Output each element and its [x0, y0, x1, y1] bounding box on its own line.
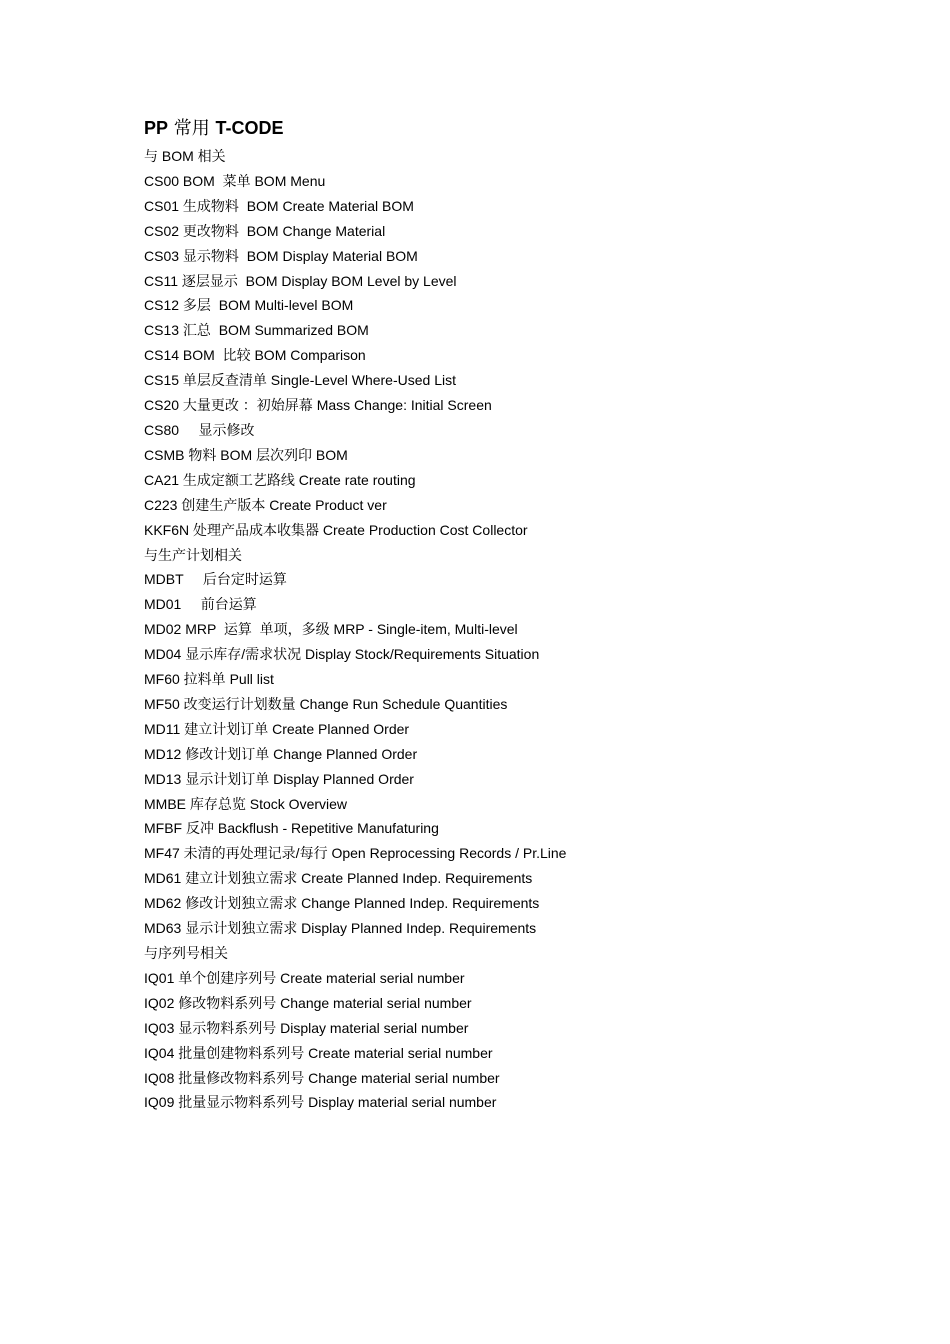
text-line: MD04 显示库存/需求状况 Display Stock/Requirements Situation [144, 646, 540, 663]
text-line: IQ03 显示物料系列号 Display material serial number [144, 1019, 469, 1036]
text-line: CA21 生成定额工艺路线 Create rate routing [144, 471, 416, 488]
text-line: IQ02 修改物料系列号 Change material serial number [144, 994, 472, 1011]
text-line: MMBE 库存总览 Stock Overview [144, 795, 348, 812]
text-line: CSMB 物料 BOM 层次列印 BOM [144, 446, 348, 463]
text-line: MD62 修改计划独立需求 Change Planned Indep. Requirements [144, 895, 540, 912]
text-line: 与序列号相关 [144, 945, 228, 961]
text-line: MD01 前台运算 [144, 596, 257, 613]
text-line: 与生产计划相关 [144, 546, 242, 563]
text-line: CS03 显示物料 BOM Display Material BOM [144, 247, 418, 264]
text-line: MD11 建立计划订单 Create Planned Order [144, 720, 410, 737]
text-line: CS20 大量更改 ：初始屏幕 Mass Change: Initial Screen [144, 397, 492, 414]
text-line: IQ01 单个创建序列号 Create material serial number [144, 969, 465, 986]
text-line: CS01 生成物料 BOM Create Material BOM [144, 197, 414, 214]
title-suffix: T-CODE [215, 118, 284, 138]
tcode-list [144, 144, 904, 1115]
text-line: MF47 未清的再处理记录/每行 Open Reprocessing Records / Pr.Line [144, 845, 567, 862]
text-line: MDBT 后台定时运算 [144, 571, 287, 588]
title-prefix: PP [144, 118, 169, 138]
text-line: 与 BOM 相关 [144, 148, 226, 164]
text-line: CS80 显示修改 [144, 421, 255, 438]
text-line: IQ04 批量创建物料系列号 Create material serial number [144, 1044, 493, 1061]
text-line: MD02 MRP 运算 单项，多级 MRP - Single-item, Multi-level [144, 621, 518, 638]
text-line: MD12 修改计划订单 Change Planned Order [144, 745, 418, 762]
title-cn: 常用 [168, 118, 216, 139]
text-line: CS15 单层反查清单 Single-Level Where-Used List [144, 372, 456, 389]
text-line: MF60 拉料单 Pull list [144, 671, 274, 688]
text-line: MF50 改变运行计划数量 Change Run Schedule Quantities [144, 695, 508, 712]
text-line: MD61 建立计划独立需求 Create Planned Indep. Requirements [144, 870, 533, 887]
text-line: IQ08 批量修改物料系列号 Change material serial number [144, 1069, 500, 1086]
text-line: IQ09 批量显示物料系列号 Display material serial number [144, 1094, 497, 1111]
text-line: CS11 逐层显示 BOM Display BOM Level by Level [144, 272, 457, 289]
text-line: C223 创建生产版本 Create Product ver [144, 496, 387, 513]
document-page [144, 116, 904, 1115]
text-line: MD13 显示计划订单 Display Planned Order [144, 770, 414, 787]
text-line: KKF6N 处理产品成本收集器 Create Production Cost Collector [144, 521, 528, 538]
text-line: CS12 多层 BOM Multi-level BOM [144, 297, 354, 314]
text-line: CS14 BOM 比较 BOM Comparison [144, 347, 366, 364]
text-line: MFBF 反冲 Backflush - Repetitive Manufaturing [144, 820, 439, 837]
text-line: CS00 BOM 菜单 BOM Menu [144, 172, 326, 189]
text-line: CS02 更改物料 BOM Change Material [144, 222, 386, 239]
text-line: MD63 显示计划独立需求 Display Planned Indep. Requirements [144, 920, 537, 937]
text-line: CS13 汇总 BOM Summarized BOM [144, 322, 369, 339]
document-title [144, 116, 904, 144]
